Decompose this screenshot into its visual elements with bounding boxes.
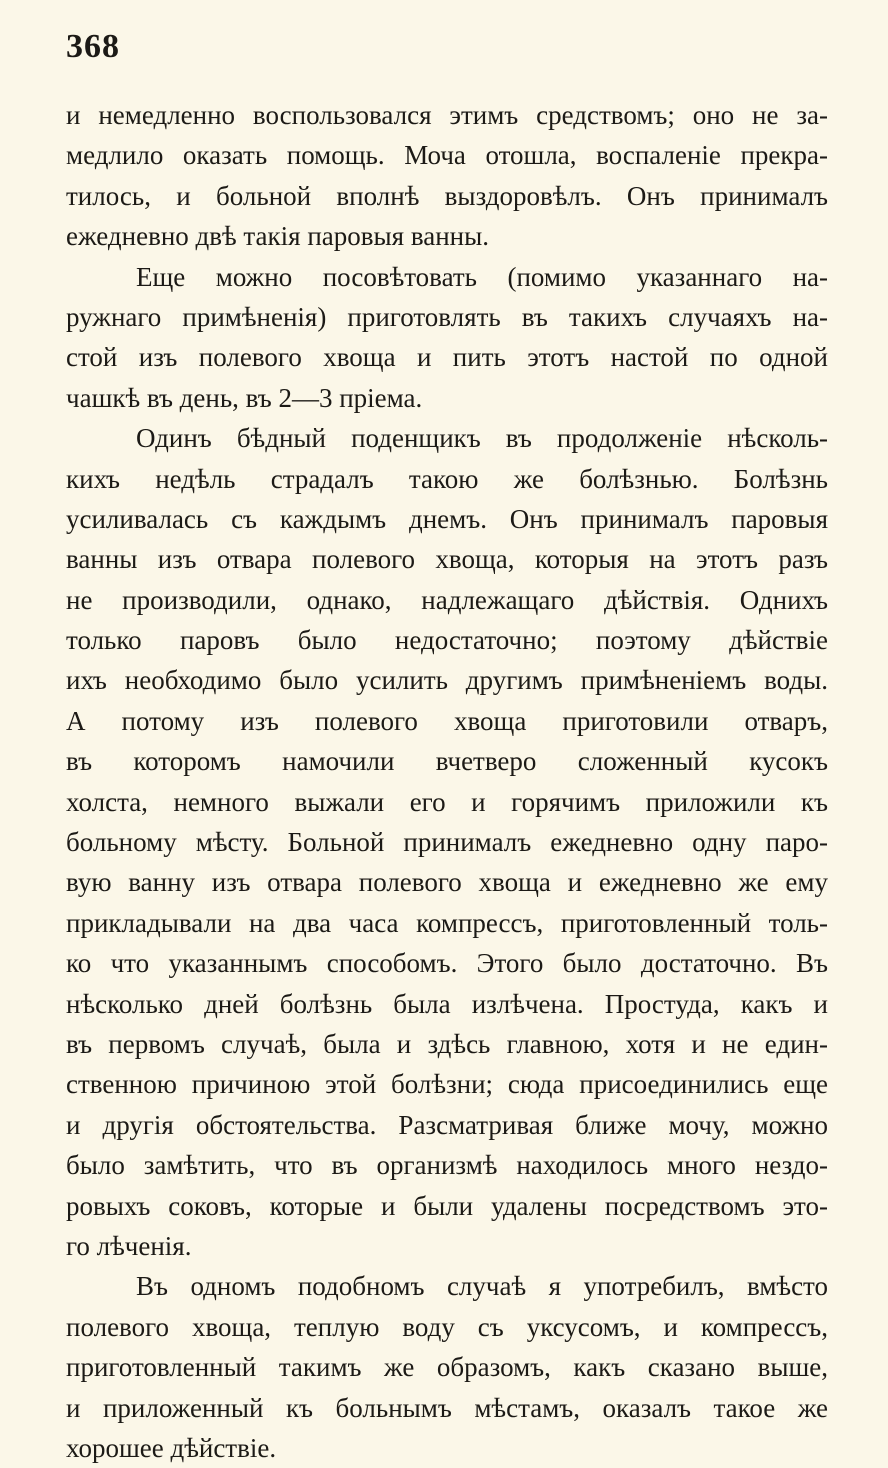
- text-line: ружнаго примѣненія) приготовлять въ такихъ случаяхъ на-: [66, 301, 828, 332]
- text-line: го лѣченія.: [66, 1230, 192, 1261]
- text-line: ванны изъ отвара полевого хвоща, которыя на этотъ разъ: [66, 544, 828, 575]
- paragraph: [66, 257, 828, 419]
- text-line: больному мѣсту. Больной принималъ ежедневно одну паро-: [66, 827, 828, 858]
- text-line: въ которомъ намочили вчетверо сложенный кусокъ: [66, 746, 828, 777]
- text-line: въ первомъ случаѣ, была и здѣсь главною, хотя и не един-: [66, 1028, 828, 1059]
- text-line: ежедневно двѣ такія паровыя ванны.: [66, 221, 489, 252]
- text-line: ровыхъ соковъ, которые и были удалены посредствомъ это-: [66, 1190, 828, 1221]
- text-line: не производили, однако, надлежащаго дѣйствія. Однихъ: [66, 584, 828, 615]
- text-line: и другія обстоятельства. Разсматривая ближе мочу, можно: [66, 1109, 828, 1140]
- text-line: только паровъ было недостаточно; поэтому дѣйствіе: [66, 625, 828, 656]
- text-line: усиливалась съ каждымъ днемъ. Онъ принималъ паровыя: [66, 503, 828, 534]
- text-line: вую ванну изъ отвара полевого хвоща и ежедневно же ему: [66, 867, 828, 898]
- text-line: медлило оказать помощь. Моча отошла, воспаленіе прекра-: [66, 140, 828, 171]
- paragraph: [66, 418, 828, 1266]
- paragraph: [66, 1266, 828, 1468]
- text-line: прикладывали на два часа компрессъ, приготовленный толь-: [66, 907, 828, 938]
- text-line: чашкѣ въ день, въ 2—3 пріема.: [66, 382, 423, 413]
- text-line: и приложенный къ больнымъ мѣстамъ, оказалъ такое же: [66, 1392, 828, 1423]
- paragraph: [66, 95, 828, 257]
- text-line: было замѣтить, что въ организмѣ находилось много нездо-: [66, 1150, 828, 1181]
- text-line: тилось, и больной вполнѣ выздоровѣлъ. Онъ принималъ: [66, 180, 828, 211]
- text-line: и немедленно воспользовался этимъ средствомъ; оно не за-: [66, 100, 828, 130]
- body-text: [66, 95, 828, 1468]
- text-line: Еще можно посовѣтовать (помимо указаннаго на-: [136, 261, 828, 292]
- text-line: ственною причиною этой болѣзни; сюда присоединились еще: [66, 1069, 828, 1100]
- text-line: ко что указаннымъ способомъ. Этого было достаточно. Въ: [66, 948, 828, 979]
- text-line: полевого хвоща, теплую воду съ уксусомъ, и компрессъ,: [66, 1311, 828, 1342]
- page-number: 368: [66, 28, 120, 65]
- text-line: холста, немного выжали его и горячимъ приложили къ: [66, 786, 828, 817]
- text-line: Одинъ бѣдный поденщикъ въ продолженіе нѣсколь-: [136, 423, 828, 454]
- text-line: Въ одномъ подобномъ случаѣ я употребилъ, вмѣсто: [136, 1271, 828, 1302]
- text-line: приготовленный такимъ же образомъ, какъ сказано выше,: [66, 1352, 828, 1383]
- text-line: нѣсколько дней болѣзнь была излѣчена. Простуда, какъ и: [66, 988, 828, 1019]
- text-line: А потому изъ полевого хвоща приготовили отваръ,: [66, 705, 828, 736]
- text-line: стой изъ полевого хвоща и пить этотъ настой по одной: [66, 342, 828, 373]
- text-line: кихъ недѣль страдалъ такою же болѣзнью. Болѣзнь: [66, 463, 828, 494]
- text-line: ихъ необходимо было усилить другимъ примѣненіемъ воды.: [66, 665, 828, 696]
- text-line: хорошее дѣйствіе.: [66, 1432, 277, 1463]
